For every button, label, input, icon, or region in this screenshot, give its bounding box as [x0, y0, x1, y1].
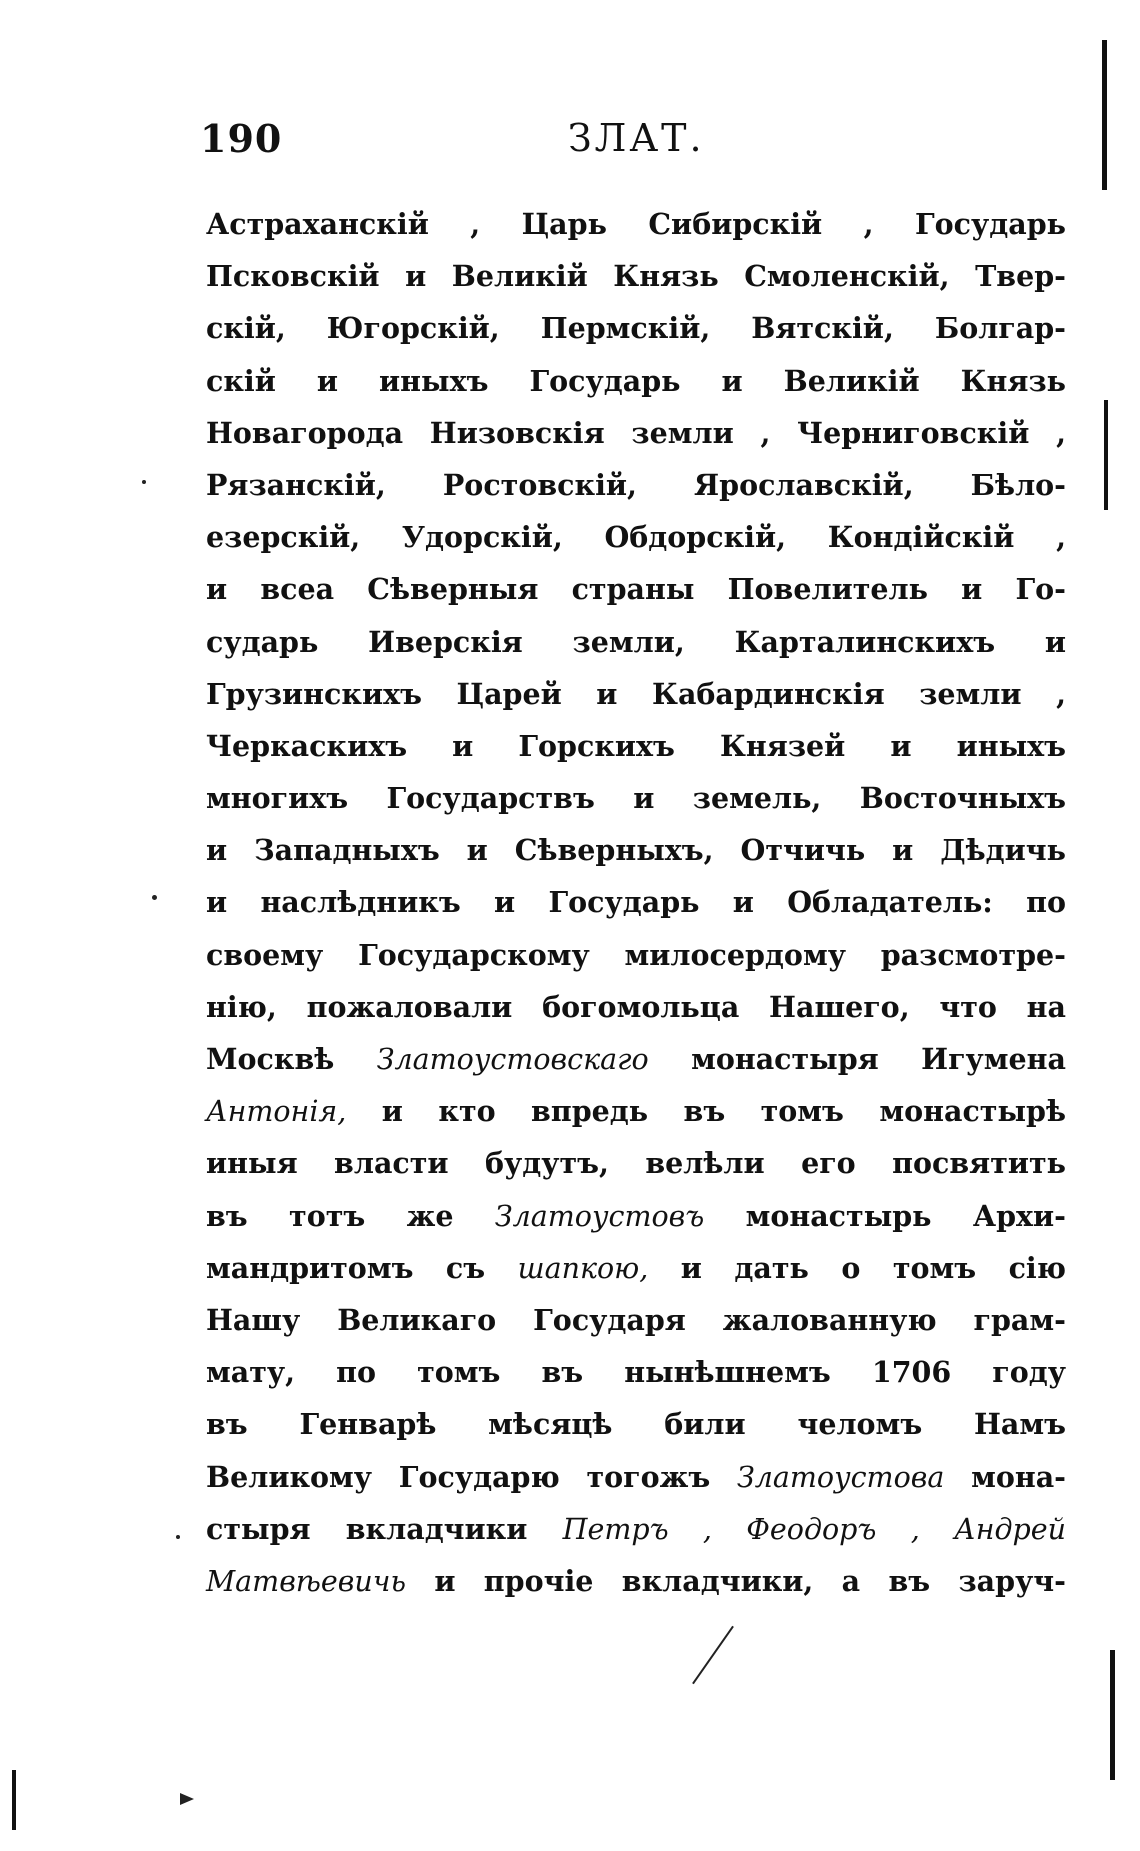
text-line: Новагорода Низовскія земли , Черниговскій , [206, 415, 1066, 450]
italic-name: Златоустовскаго [376, 1043, 649, 1076]
scan-speck [152, 895, 157, 900]
text-line: и Западныхъ и Сѣверныхъ, Отчичь и Дѣдичь [206, 833, 1066, 868]
text-line: Великому Государю тогожъ Златоустова мона- [206, 1459, 1066, 1494]
text-line: скій, Югорскій, Пермскій, Вятскій, Болгар- [206, 311, 1066, 346]
text-line: Антонія, и кто впредь въ томъ монастырѣ [206, 1094, 1066, 1129]
text-line: въ тотъ же Златоустовъ монастырь Архи- [206, 1198, 1066, 1233]
scan-margin-line [1110, 1650, 1115, 1780]
scan-slash-mark [692, 1626, 734, 1684]
italic-name: шапкою, [517, 1251, 649, 1285]
text-line: Грузинскихъ Царей и Кабардинскія земли , [206, 676, 1066, 711]
text-line: въ Генварѣ мѣсяцѣ били челомъ Намъ [206, 1407, 1066, 1442]
scan-margin-line [1102, 40, 1107, 190]
text-line: нію, пожаловали богомольца Нашего, что на [206, 989, 1066, 1024]
scan-arrow-mark [180, 1793, 194, 1805]
text-line: Нашу Великаго Государя жалованную грам- [206, 1302, 1066, 1337]
text-line: Матвѣевичь и прочіе вкладчики, а въ заруч- [206, 1563, 1066, 1598]
text-line: и всеа Сѣверныя страны Повелитель и Го- [206, 572, 1066, 607]
text-line: мату, по томъ въ нынѣшнемъ 1706 году [206, 1355, 1066, 1390]
text-line: Рязанскій, Ростовскій, Ярославскій, Бѣло- [206, 467, 1066, 502]
text-line: мандритомъ съ шапкою, и дать о томъ сію [206, 1250, 1066, 1285]
text-line: стыря вкладчики Петръ , Феодоръ , Андрей [206, 1511, 1066, 1546]
text-line: Астраханскій , Царь Сибирскій , Государь [206, 207, 1066, 241]
scan-margin-line [1104, 400, 1108, 510]
text-block [206, 198, 1066, 1607]
text-line: езерскій, Удорскій, Обдорскій, Кондійскій , [206, 520, 1066, 555]
running-head: ЗЛАТ. [568, 116, 705, 160]
text-line: Черкаскихъ и Горскихъ Князей и иныхъ [206, 728, 1066, 763]
scan-speck [176, 1535, 180, 1539]
italic-name: Златоустова [736, 1460, 945, 1494]
text-line: Псковскій и Великій Князь Смоленскій, Твер- [206, 259, 1066, 294]
italic-name: Антонія, [206, 1095, 347, 1129]
text-line: сударь Иверскія земли, Карталинскихъ и [206, 624, 1066, 659]
text-line: иныя власти будутъ, велѣли его посвятить [206, 1146, 1066, 1181]
scan-speck [142, 480, 146, 484]
text-line: и наслѣдникъ и Государь и Обладатель: по [206, 885, 1066, 920]
italic-name: Златоустовъ [494, 1199, 705, 1233]
text-line: Москвѣ Златоустовскаго монастыря Игумена [206, 1042, 1066, 1076]
text-line: многихъ Государствъ и земель, Восточныхъ [206, 781, 1066, 816]
italic-name: Петръ , Феодоръ , Андрей [562, 1512, 1066, 1546]
italic-name: Матвѣевичь [206, 1564, 406, 1598]
scan-margin-line [12, 1770, 16, 1830]
text-line: скій и иныхъ Государь и Великій Князь [206, 363, 1066, 398]
text-line: своему Государскому милосердому разсмотре- [206, 937, 1066, 972]
page-number: 190 [200, 116, 283, 161]
